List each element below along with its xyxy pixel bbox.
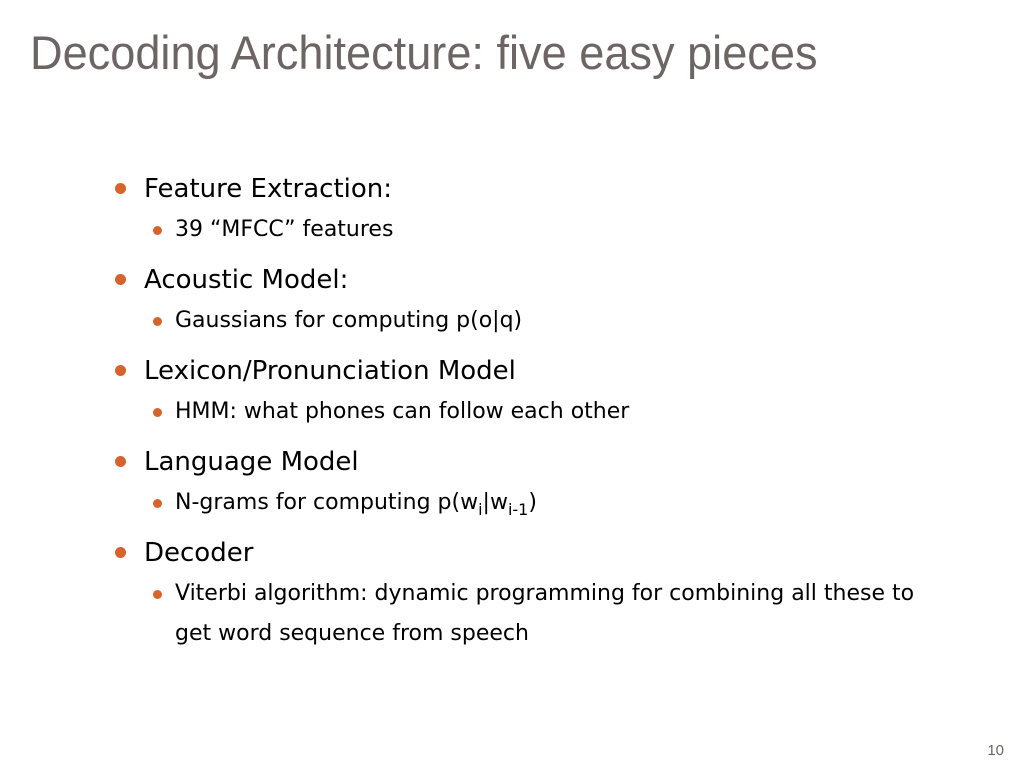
bullet-text: Decoder xyxy=(144,538,254,568)
formula-text-after: ) xyxy=(528,490,537,515)
sub-bullet-item xyxy=(144,210,974,250)
sub-bullet-item xyxy=(144,574,915,654)
bullet-text: Feature Extraction: xyxy=(144,174,393,204)
sub-bullet-dot-icon xyxy=(153,408,162,417)
sub-bullet-item xyxy=(144,301,974,341)
sub-bullet-dot-icon xyxy=(153,590,162,599)
formula-text-before: N-grams for computing p(w xyxy=(175,490,479,515)
slide-number: 10 xyxy=(987,742,1004,759)
formula-text-middle: |w xyxy=(482,490,508,515)
slide-title: Decoding Architecture: five easy pieces xyxy=(30,26,818,79)
sub-bullet-text: 39 “MFCC” features xyxy=(175,217,394,242)
bullet-item-decoder xyxy=(114,532,974,574)
bullet-text: Lexicon/Pronunciation Model xyxy=(144,356,516,386)
bullet-item-language-model xyxy=(114,441,974,483)
sub-bullet-dot-icon xyxy=(153,499,162,508)
sub-bullet-text: Viterbi algorithm: dynamic programming for combining all these to get word sequence from speech xyxy=(175,581,915,646)
sub-bullet-item xyxy=(144,392,974,432)
subscript-i-minus-1: i-1 xyxy=(507,500,529,519)
subscript-i: i xyxy=(478,500,483,519)
bullet-text: Language Model xyxy=(144,447,359,477)
bullet-item-feature-extraction xyxy=(114,168,974,210)
sub-bullet-dot-icon xyxy=(153,226,162,235)
sub-bullet-text: HMM: what phones can follow each other xyxy=(175,399,630,424)
bullet-item-lexicon-model xyxy=(114,350,974,392)
bullet-item-acoustic-model xyxy=(114,259,974,301)
sub-bullet-text: Gaussians for computing p(o|q) xyxy=(175,308,523,333)
bullet-text: Acoustic Model: xyxy=(144,265,349,295)
bullet-dot-icon xyxy=(115,547,126,558)
bullet-dot-icon xyxy=(115,365,126,376)
sub-bullet-text xyxy=(175,490,537,519)
bullet-dot-icon xyxy=(115,183,126,194)
bullet-list xyxy=(114,168,974,663)
bullet-dot-icon xyxy=(115,274,126,285)
bullet-dot-icon xyxy=(115,456,126,467)
sub-bullet-dot-icon xyxy=(153,317,162,326)
sub-bullet-item xyxy=(144,483,974,523)
